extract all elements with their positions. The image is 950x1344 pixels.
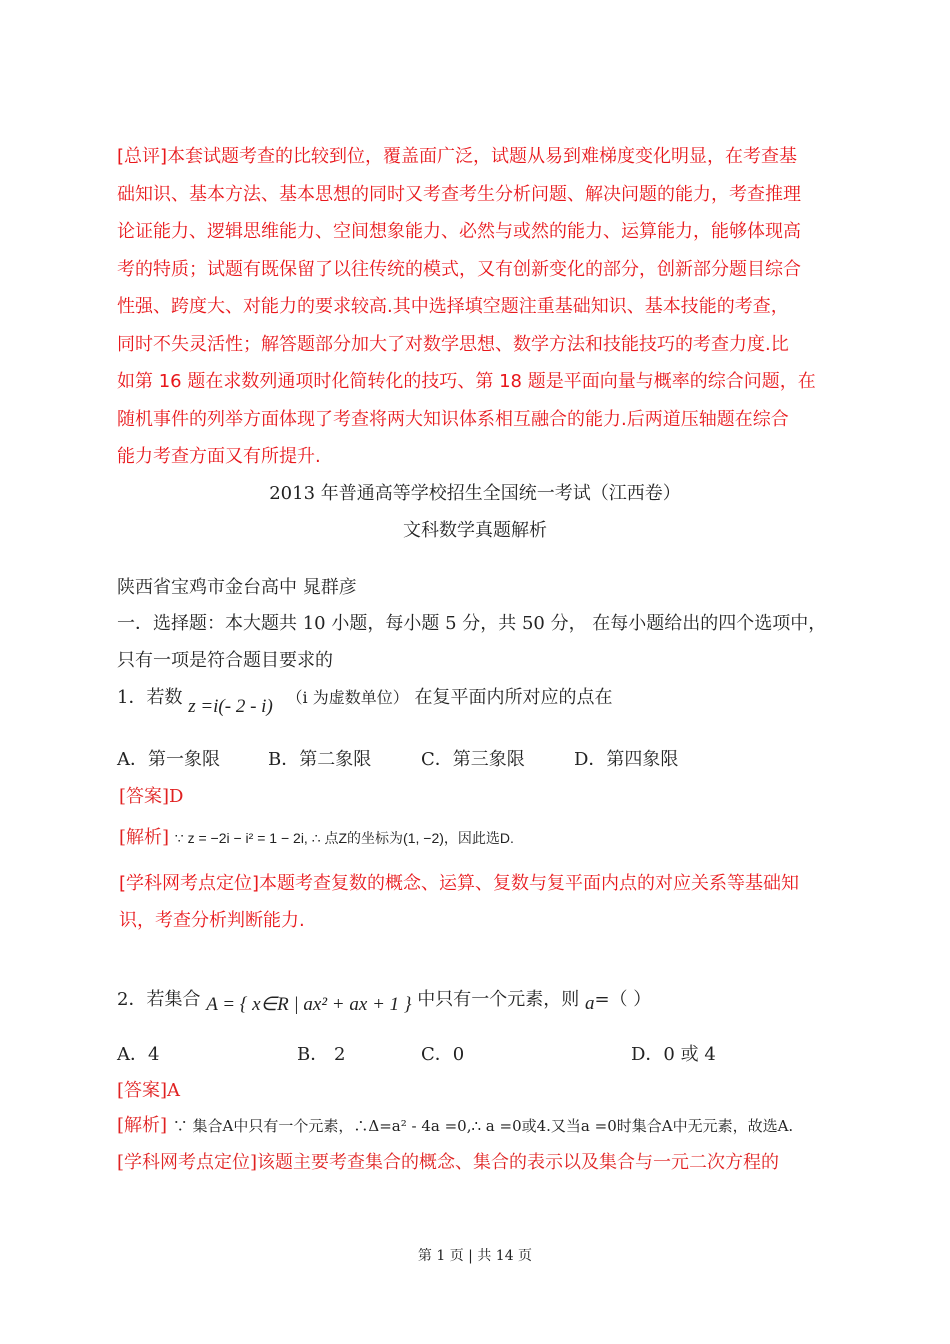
review-line: 同时不失灵活性；解答题部分加大了对数学思想、数学方法和技能技巧的考查力度.比 [117,334,789,355]
q1-answer: [答案]D [119,786,184,807]
q2-suffix: 中只有一个元素，则 [417,989,580,1010]
review-line: [总评]本套试题考查的比较到位，覆盖面广泛，试题从易到难梯度变化明显，在考查基 [117,146,798,167]
q1-option-d: D．第四象限 [574,749,679,770]
review-line: 考的特质；试题有既保留了以往传统的模式，又有创新变化的部分，创新部分题目综合 [117,259,801,280]
exam-title: 2013 年普通高等学校招生全国统一考试（江西卷） [269,483,681,504]
review-line: 础知识、基本方法、基本思想的同时又考查考生分析问题、解决问题的能力，考查推理 [117,184,801,205]
q2-formula: A = { x∈R | ax² + ax + 1 } [206,994,412,1015]
q2-prefix: 2．若集合 [117,989,201,1010]
q2-answer: [答案]A [117,1080,181,1101]
q1-point: [学科网考点定位]本题考查复数的概念、运算、复数与复平面内点的对应关系等基础知 [119,873,800,894]
q2-analysis-label: [解析] [117,1115,168,1136]
q1-option-a: A．第一象限 [117,749,220,770]
section-heading: 一．选择题：本大题共 10 小题，每小题 5 分，共 50 分， 在每小题给出的四个选项中， [117,613,827,634]
q1-analysis-text: ∵ z = −2i − i² = 1 − 2i, ∴ 点Z的坐标为(1, −2)，因此选D. [174,830,514,846]
q2-option-b: B． 2 [297,1044,346,1065]
question-2 [117,989,652,1015]
review-line: 随机事件的列举方面体现了考查将两大知识体系相互融合的能力.后两道压轴题在综合 [117,409,789,430]
q1-prefix: 1．若数 [117,687,183,708]
page-footer: 第 1 页 | 共 14 页 [417,1248,533,1264]
q1-analysis [119,827,514,849]
q1-suffix: 在复平面内所对应的点在 [414,687,613,708]
q1-options [117,749,817,771]
q1-formula: z =i(- 2 - i) [188,696,273,717]
q1-note: （i 为虚数单位） [286,688,409,707]
review-line: 性强、跨度大、对能力的要求较高.其中选择填空题注重基础知识、基本技能的考查， [117,296,789,317]
q1-option-b: B．第二象限 [268,749,372,770]
review-line: 能力考查方面又有所提升. [117,446,321,467]
q2-point: [学科网考点定位]该题主要考查集合的概念、集合的表示以及集合与一元二次方程的 [117,1152,780,1173]
q2-analysis [117,1115,793,1137]
question-1 [117,687,613,717]
section-heading-cont: 只有一项是符合题目要求的 [117,650,333,671]
q1-point-cont: 识，考查分析判断能力. [119,910,305,931]
review-line: 如第 16 题在求数列通项时化简转化的技巧、第 18 题是平面向量与概率的综合问题，在 [117,371,816,392]
q2-var: a [584,993,595,1014]
review-line: 论证能力、逻辑思维能力、空间想象能力、必然与或然的能力、运算能力，能够体现高 [117,221,801,242]
author: 陕西省宝鸡市金台高中 晁群彦 [117,577,357,598]
q2-options [117,1044,817,1066]
q2-option-a: A．4 [117,1044,160,1065]
q2-analysis-text: ∵ 集合A中只有一个元素，∴Δ=a² - 4a =0,∴ a =0或4.又当a =0时集合A中无元素，故选A. [172,1117,794,1135]
exam-subtitle: 文科数学真题解析 [403,520,547,541]
q2-option-d: D．0 或 4 [631,1044,716,1065]
q2-option-c: C．0 [421,1044,465,1065]
q2-paren: =（ ） [594,989,652,1010]
q1-analysis-label: [解析] [119,827,170,848]
q1-option-c: C．第三象限 [421,749,525,770]
